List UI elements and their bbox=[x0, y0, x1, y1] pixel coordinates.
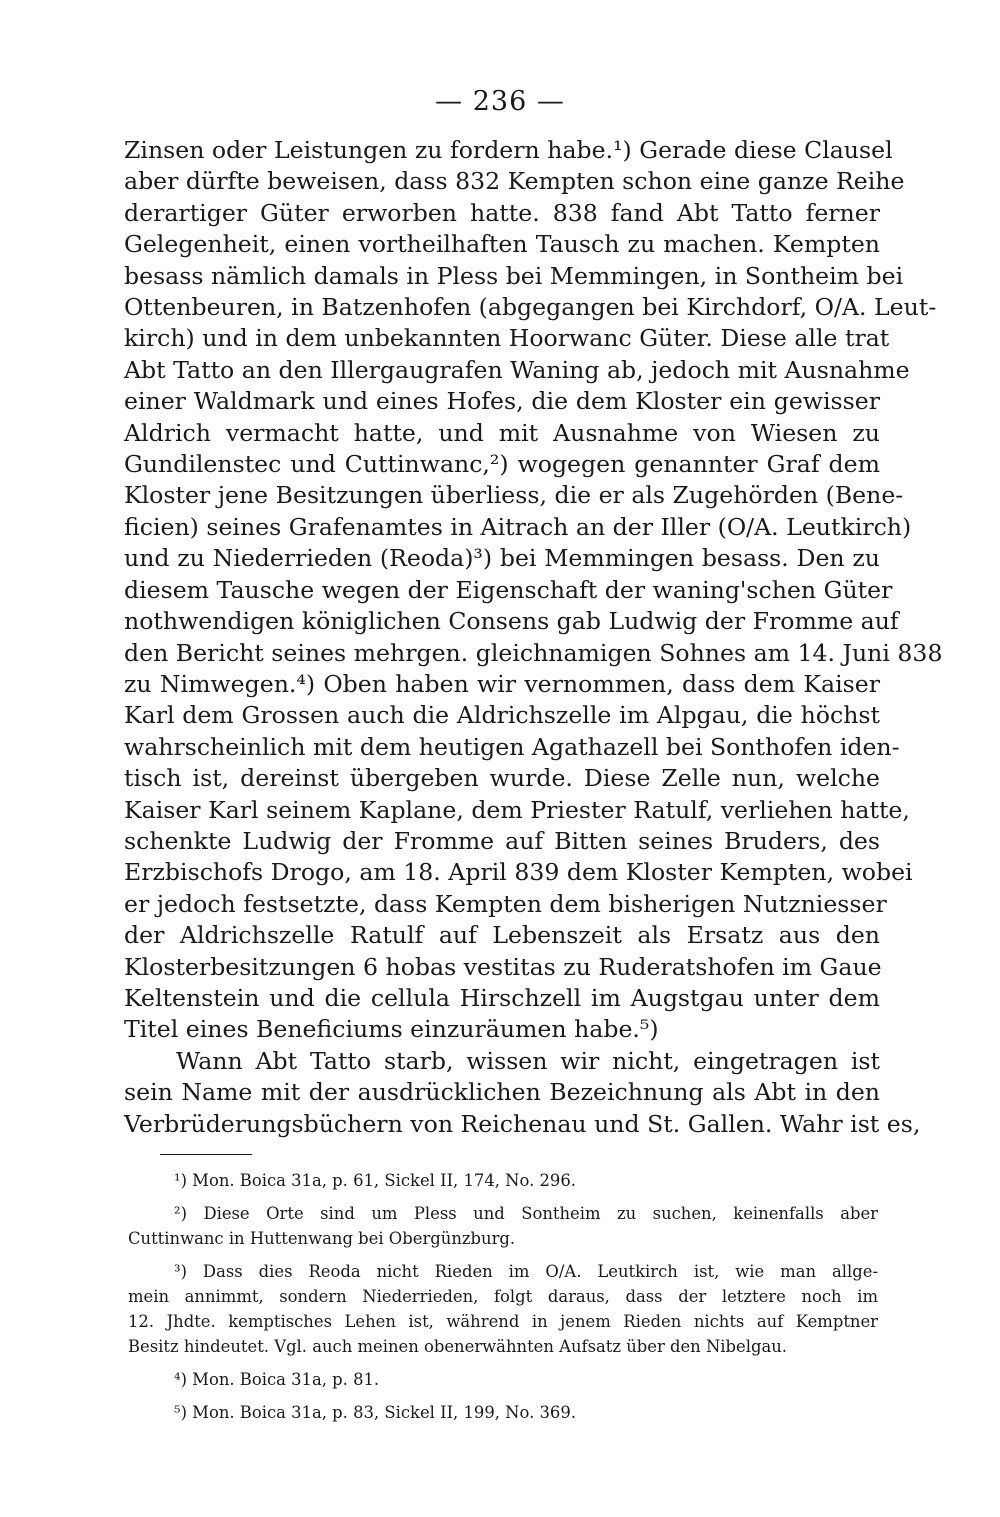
text-line: tisch ist, dereinst übergeben wurde. Diese Zelle nun, welche bbox=[124, 764, 880, 793]
text-line: er jedoch festsetzte, dass Kempten dem bisherigen Nutzniesser bbox=[124, 889, 887, 918]
footnote-2 bbox=[128, 1201, 878, 1251]
text-line: sein Name mit der ausdrücklichen Bezeichnung als Abt in den bbox=[124, 1078, 880, 1107]
text-line: Gundilenstec und Cuttinwanc,²) wogegen genannter Graf dem bbox=[124, 450, 880, 479]
text-line: Erzbischofs Drogo, am 18. April 839 dem Kloster Kempten, wobei bbox=[124, 858, 913, 887]
footnote-divider bbox=[160, 1154, 252, 1155]
text-line: derartiger Güter erworben hatte. 838 fand Abt Tatto ferner bbox=[124, 198, 880, 227]
text-line: ficien) seines Grafenamtes in Aitrach an der Iller (O/A. Leutkirch) bbox=[124, 512, 912, 541]
text-line: zu Nimwegen.⁴) Oben haben wir vernommen, dass dem Kaiser bbox=[124, 669, 880, 698]
body-text bbox=[124, 135, 943, 1140]
footnote-1 bbox=[128, 1168, 878, 1193]
footnote-line: ⁴) Mon. Boica 31a, p. 81. bbox=[174, 1370, 380, 1389]
text-line: wahrscheinlich mit dem heutigen Agathazell bei Sonthofen iden- bbox=[124, 732, 900, 761]
text-line: Abt Tatto an den Illergaugrafen Waning ab, jedoch mit Ausnahme bbox=[124, 355, 910, 384]
text-line: Kaiser Karl seinem Kaplane, dem Priester Ratulf, verliehen hatte, bbox=[124, 795, 910, 824]
text-line: Ottenbeuren, in Batzenhofen (abgegangen bei Kirchdorf, O/A. Leut- bbox=[124, 293, 937, 322]
text-line: Wann Abt Tatto starb, wissen wir nicht, eingetragen ist bbox=[176, 1046, 880, 1075]
text-line: schenkte Ludwig der Fromme auf Bitten seines Bruders, des bbox=[124, 826, 880, 855]
text-line: Zinsen oder Leistungen zu fordern habe.¹) Gerade diese Clausel bbox=[124, 136, 893, 164]
text-line: den Bericht seines mehrgen. gleichnamigen Sohnes am 14. Juni 838 bbox=[124, 638, 943, 667]
text-line: aber dürfte beweisen, dass 832 Kempten schon eine ganze Reihe bbox=[124, 167, 905, 196]
footnote-line: ³) Dass dies Reoda nicht Rieden im O/A. Leutkirch ist, wie man allge- bbox=[174, 1262, 878, 1281]
page-number: — 236 — bbox=[435, 86, 565, 117]
text-line: der Aldrichszelle Ratulf auf Lebenszeit als Ersatz aus den bbox=[124, 921, 880, 950]
footnotes bbox=[128, 1168, 878, 1433]
footnote-line: mein annimmt, sondern Niederrieden, folgt daraus, dass der letztere noch im bbox=[128, 1287, 878, 1306]
footnote-line: ¹) Mon. Boica 31a, p. 61, Sickel II, 174, No. 296. bbox=[174, 1171, 577, 1190]
text-line: Kloster jene Besitzungen überliess, die er als Zugehörden (Bene- bbox=[124, 481, 904, 510]
text-line: einer Waldmark und eines Hofes, die dem Kloster ein gewisser bbox=[124, 387, 880, 416]
text-line: Verbrüderungsbüchern von Reichenau und St. Gallen. Wahr ist es, bbox=[124, 1109, 921, 1138]
footnote-4 bbox=[128, 1367, 878, 1392]
footnote-line: ⁵) Mon. Boica 31a, p. 83, Sickel II, 199, No. 369. bbox=[174, 1403, 577, 1422]
text-line: nothwendigen königlichen Consens gab Ludwig der Fromme auf bbox=[124, 607, 899, 636]
text-line: besass nämlich damals in Pless bei Memmingen, in Sontheim bei bbox=[124, 261, 904, 290]
footnote-3 bbox=[128, 1259, 878, 1359]
text-line: Keltenstein und die cellula Hirschzell im Augstgau unter dem bbox=[124, 983, 880, 1012]
text-line: Titel eines Beneficiums einzuräumen habe.⁵) bbox=[124, 1015, 659, 1044]
text-line: Gelegenheit, einen vortheilhaften Tausch zu machen. Kempten bbox=[124, 230, 880, 259]
footnote-line: Cuttinwanc in Huttenwang bei Obergünzburg. bbox=[128, 1229, 516, 1248]
text-line: Klosterbesitzungen 6 hobas vestitas zu Ruderatshofen im Gaue bbox=[124, 952, 882, 981]
footnote-line: Besitz hindeutet. Vgl. auch meinen obenerwähnten Aufsatz über den Nibelgau. bbox=[128, 1337, 787, 1356]
text-line: kirch) und in dem unbekannten Hoorwanc Güter. Diese alle trat bbox=[124, 324, 890, 353]
text-line: Karl dem Grossen auch die Aldrichszelle im Alpgau, die höchst bbox=[124, 701, 880, 730]
footnote-5 bbox=[128, 1400, 878, 1425]
footnote-line: 12. Jhdte. kemptisches Lehen ist, während in jenem Rieden nichts auf Kemptner bbox=[128, 1312, 878, 1331]
text-line: und zu Niederrieden (Reoda)³) bei Memmingen besass. Den zu bbox=[124, 544, 880, 573]
paragraph-2 bbox=[124, 1046, 921, 1140]
footnote-line: ²) Diese Orte sind um Pless und Sontheim zu suchen, keinenfalls aber bbox=[174, 1204, 878, 1223]
text-line: diesem Tausche wegen der Eigenschaft der waning'schen Güter bbox=[124, 575, 893, 604]
text-line: Aldrich vermacht hatte, und mit Ausnahme von Wiesen zu bbox=[124, 418, 880, 447]
paragraph-1 bbox=[124, 135, 943, 1046]
